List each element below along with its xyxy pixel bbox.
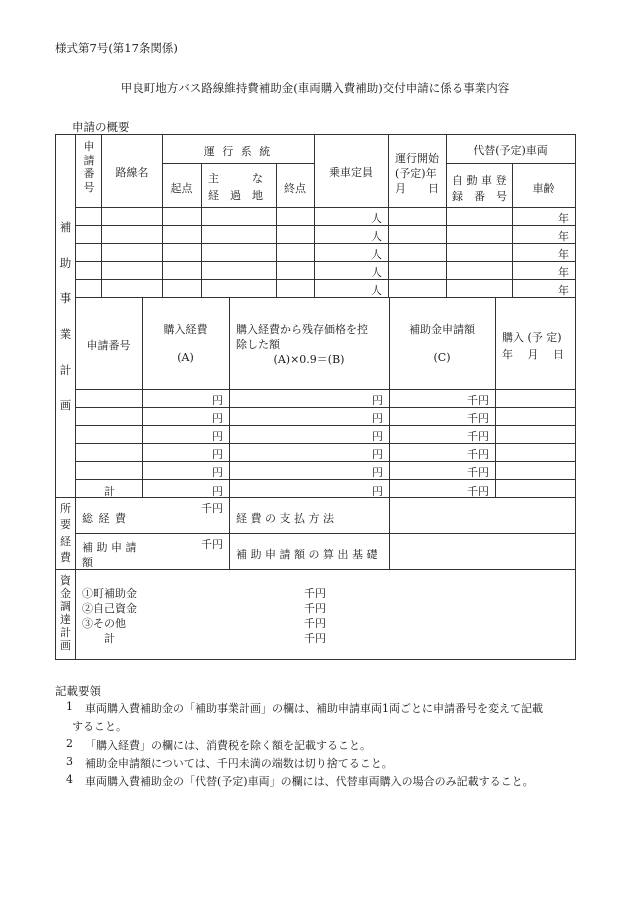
capacity-unit: 人 [371, 266, 382, 279]
plan-side-label-char: 補 [59, 220, 72, 234]
header-start-point: 起点 [170, 182, 193, 195]
header-vehicle-age: 車齢 [532, 182, 555, 195]
funding-item-unit: 千円 [304, 617, 326, 630]
funding-item-unit: 千円 [304, 587, 326, 600]
funding-item-label: ②自己資金 [82, 602, 137, 615]
plan-side-label-char: 計 [59, 362, 72, 377]
deduct-amount-unit: 円 [372, 394, 383, 407]
header-subsidy-amount: 補助金申請額 [409, 323, 475, 336]
note-number: 4 [66, 773, 73, 786]
header-purchase-cost: 購入経費 [163, 323, 208, 336]
note-text: 車両購入費補助金の「代替(予定)車両」の欄には、代替車両購入の場合のみ記載すること。 [85, 775, 534, 788]
purchase-cost-unit: 円 [212, 394, 223, 407]
funding-item-label: 計 [104, 632, 115, 645]
form-number: 様式第7号(第17条関係) [55, 41, 178, 55]
header-via-2: 経 過 地 [208, 189, 263, 202]
header-route-name: 路線名 [115, 166, 149, 179]
funding-item-unit: 千円 [304, 632, 326, 645]
header-subsidy-c: (C) [433, 351, 451, 364]
header-via-1: 主 な [208, 172, 263, 185]
plan-side-label-char: 事 [59, 291, 72, 306]
header-app-number-char: 申 [83, 140, 95, 153]
header-reg-1: 自 動 車 登 [452, 174, 507, 187]
notes-title: 記載要領 [55, 684, 101, 698]
section-label: 申請の概要 [72, 120, 130, 134]
header-purchase-date-1: 購入 (予 定) [502, 331, 562, 344]
funding-item-label: ①町補助金 [82, 587, 137, 600]
header-purchase-cost-a: (A) [177, 351, 194, 364]
subsidy-request-label-2: 額 [82, 556, 93, 569]
funding-side-label [57, 575, 74, 651]
header-app-number-char: 番 [83, 167, 95, 181]
total-deduct-unit: 円 [372, 485, 383, 498]
subsidy-request-label-1: 補 助 申 請 [82, 541, 137, 554]
header-replacement-vehicle: 代替(予定)車両 [473, 144, 548, 157]
funding-item-unit: 千円 [304, 602, 326, 615]
deduct-amount-unit: 円 [372, 448, 383, 461]
vehicle-age-unit: 年 [558, 266, 569, 279]
funding-side-label-char: 金 [60, 587, 71, 600]
capacity-unit: 人 [371, 230, 382, 243]
header-app-number-char: 号 [83, 180, 95, 194]
plan-side-label-char: 業 [59, 327, 72, 342]
header-reg-2: 録 番 号 [452, 190, 507, 203]
expenses-side-label-char: 経 [60, 534, 71, 548]
header-open-1: 運行開始 [395, 152, 439, 165]
note-text: 補助金申請額については、千円未満の端数は切り捨てること。 [85, 757, 393, 770]
vehicle-age-unit: 年 [558, 284, 569, 297]
funding-side-label-char: 達 [60, 613, 71, 626]
calculation-basis-label: 補 助 申 請 額 の 算 出 基 礎 [236, 548, 378, 561]
header-lower-app-number: 申請番号 [86, 339, 131, 352]
capacity-unit: 人 [371, 248, 382, 261]
expenses-total-unit: 千円 [201, 502, 223, 515]
note-text-continued: すること。 [72, 720, 127, 733]
header-open-3: 月 日 [395, 182, 439, 195]
purchase-cost-unit: 円 [212, 448, 223, 461]
purchase-cost-unit: 円 [212, 430, 223, 443]
note-text: 車両購入費補助金の「補助事業計画」の欄は、補助申請車両1両ごとに申請番号を変えて記載 [85, 702, 543, 715]
expenses-side-label-char: 費 [60, 550, 71, 564]
total-cost-unit: 円 [212, 485, 223, 498]
note-number: 2 [66, 737, 73, 750]
document-title: 甲良町地方バス路線維持費補助金(車両購入費補助)交付申請に係る事業内容 [120, 81, 510, 95]
expenses-side-label [57, 503, 74, 563]
purchase-cost-unit: 円 [212, 412, 223, 425]
funding-side-label-char: 画 [60, 639, 71, 652]
header-app-number-char: 請 [83, 153, 95, 167]
subsidy-amount-unit: 千円 [467, 394, 489, 407]
payment-method-label: 経 費 の 支 払 方 法 [236, 512, 334, 525]
subsidy-amount-unit: 千円 [467, 430, 489, 443]
subsidy-request-unit: 千円 [201, 538, 223, 551]
subsidy-amount-unit: 千円 [467, 412, 489, 425]
header-purchase-date-2: 年 月 日 [502, 348, 564, 361]
note-number: 1 [66, 700, 73, 713]
funding-side-label-char: 計 [60, 626, 71, 639]
total-subsidy-unit: 千円 [467, 485, 489, 498]
plan-side-label-char: 助 [59, 255, 72, 270]
purchase-cost-unit: 円 [212, 466, 223, 479]
expenses-side-label-char: 所 [60, 502, 71, 515]
plan-side-label-char: 画 [59, 398, 72, 413]
header-deduct-2: 除した額 [236, 338, 280, 351]
funding-item-label: ③その他 [82, 617, 126, 630]
expenses-side-label-char: 要 [60, 518, 71, 532]
header-capacity: 乗車定員 [329, 166, 373, 179]
capacity-unit: 人 [371, 284, 382, 297]
capacity-unit: 人 [371, 212, 382, 225]
vehicle-age-unit: 年 [558, 248, 569, 261]
header-operating-system: 運 行 系 統 [203, 145, 273, 158]
funding-side-label-char: 調 [60, 600, 71, 613]
header-deduct-3: (A)×0.9＝(B) [273, 353, 345, 366]
deduct-amount-unit: 円 [372, 412, 383, 425]
deduct-amount-unit: 円 [372, 430, 383, 443]
total-row-label: 計 [104, 485, 115, 498]
subsidy-amount-unit: 千円 [467, 466, 489, 479]
plan-side-label [57, 222, 74, 412]
funding-side-label-char: 資 [60, 574, 71, 587]
header-deduct-1: 購入経費から残存価格を控 [236, 323, 368, 336]
vehicle-age-unit: 年 [558, 230, 569, 243]
expenses-total-label: 総 経 費 [82, 512, 127, 525]
deduct-amount-unit: 円 [372, 466, 383, 479]
header-app-number [79, 141, 99, 193]
header-open-2: (予定)年 [395, 167, 437, 180]
vehicle-age-unit: 年 [558, 212, 569, 225]
note-number: 3 [66, 755, 73, 768]
header-end-point: 終点 [284, 182, 306, 195]
note-text: 「購入経費」の欄には、消費税を除く額を記載すること。 [85, 739, 371, 752]
subsidy-amount-unit: 千円 [467, 448, 489, 461]
